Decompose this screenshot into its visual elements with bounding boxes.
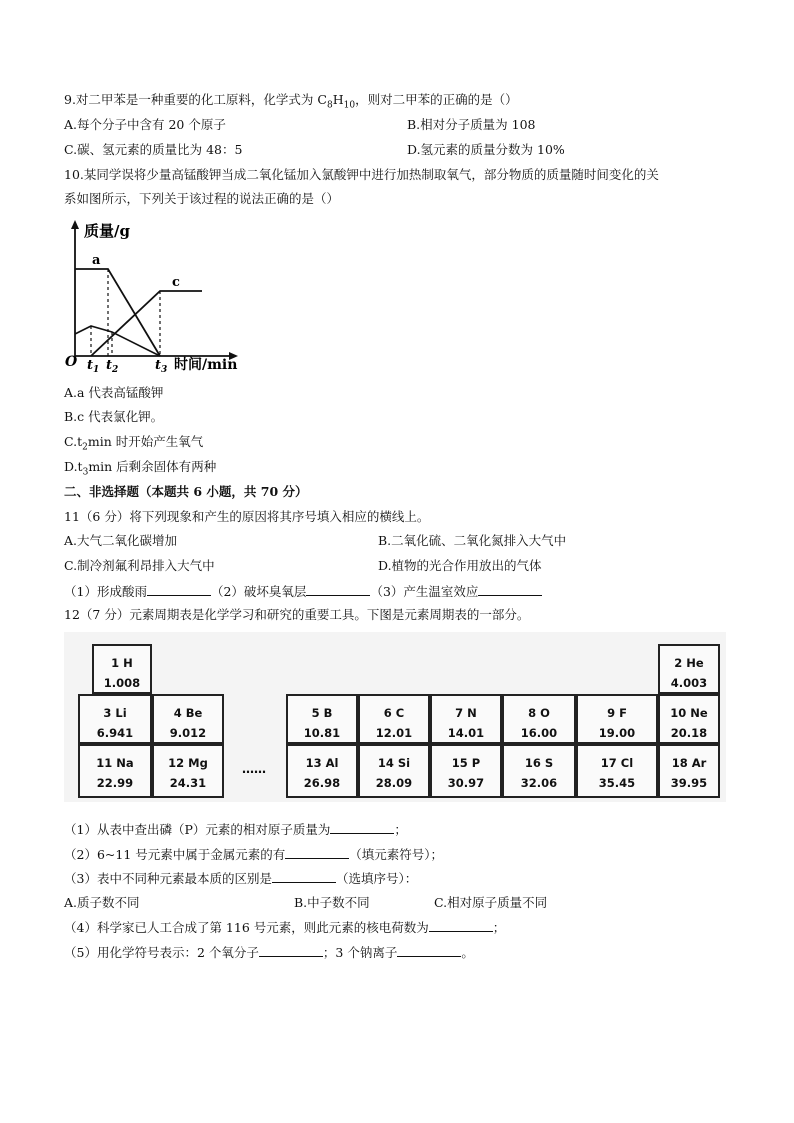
q12-option-c: C.相对原子质量不同 [434, 895, 548, 910]
q12-part-1: （1）从表中查出磷（P）元素的相对原子质量为 ； [64, 822, 407, 837]
q11-option-a: A.大气二氧化碳增加 [64, 533, 178, 548]
origin-label: O [65, 354, 78, 370]
x-axis-label: 时间/min [174, 357, 238, 373]
q9-options-row1 [64, 116, 764, 134]
q12-blank-3[interactable] [272, 869, 336, 883]
element-cell-he: 2 He 4.003 [658, 644, 720, 694]
q12-part-3: （3）表中不同种元素最本质的区别是 （选填序号）： [64, 871, 418, 886]
q12-part-4: （4）科学家已人工合成了第 116 号元素，则此元素的核电荷数为 ； [64, 920, 506, 935]
mass-time-graph [60, 214, 250, 374]
q12-blank-2[interactable] [285, 845, 349, 859]
q9-option-c: C.碳、氢元素的质量比为 48：5 [64, 142, 243, 157]
element-cell-o: 8 O 16.00 [502, 694, 576, 744]
q12-options [64, 894, 764, 912]
q12-part-2: （2）6~11 号元素中属于金属元素的有 （填元素符号）； [64, 847, 444, 862]
element-cell-b: 5 B 10.81 [286, 694, 358, 744]
q11-stem: 11（6 分）将下列现象和产生的原因将其序号填入相应的横线上。 [64, 509, 430, 524]
t1-label: $t_1$ [87, 358, 100, 374]
q12-blank-1[interactable] [330, 820, 394, 834]
element-cell-na: 11 Na 22.99 [78, 744, 152, 798]
element-cell-ar: 18 Ar 39.95 [658, 744, 720, 798]
q11-blank-2[interactable] [306, 582, 370, 596]
q12-blank-4[interactable] [429, 918, 493, 932]
table-ellipsis: …… [242, 762, 266, 776]
q12-option-a: A.质子数不同 [64, 895, 140, 910]
element-cell-f: 9 F 19.00 [576, 694, 658, 744]
q11-blank-3[interactable] [478, 582, 542, 596]
curve-c-label: c [172, 275, 180, 290]
y-axis-arrow [71, 220, 79, 229]
element-cell-cl: 17 Cl 35.45 [576, 744, 658, 798]
q12-stem: 12（7 分）元素周期表是化学学习和研究的重要工具。下图是元素周期表的一部分。 [64, 607, 530, 622]
element-cell-al: 13 Al 26.98 [286, 744, 358, 798]
q9-option-b: B.相对分子质量为 108 [407, 117, 536, 132]
element-cell-p: 15 P 30.97 [430, 744, 502, 798]
section-2-heading: 二、非选择题（本题共 6 小题，共 70 分） [64, 484, 308, 499]
q12-option-b: B.中子数不同 [294, 895, 370, 910]
q10-option-c: $C.t_2\min$ 时开始产生氧气 [64, 434, 204, 453]
element-cell-h: 1 H 1.008 [92, 644, 152, 694]
q9-options-row2 [64, 141, 764, 159]
element-cell-ne: 10 Ne 20.18 [658, 694, 720, 744]
q12-blank-6[interactable] [397, 943, 461, 957]
element-cell-n: 7 N 14.01 [430, 694, 502, 744]
element-cell-s: 16 S 32.06 [502, 744, 576, 798]
q11-blanks: （1）形成酸雨 （2）破坏臭氧层 （3）产生温室效应 [64, 582, 542, 601]
q11-option-b: B.二氧化硫、二氧化氮排入大气中 [378, 533, 567, 548]
t2-label: $t_2$ [106, 358, 119, 374]
element-cell-mg: 12 Mg 24.31 [152, 744, 224, 798]
q9-option-a: A.每个分子中含有 20 个原子 [64, 117, 226, 132]
y-axis-label: 质量/g [84, 222, 130, 240]
element-cell-si: 14 Si 28.09 [358, 744, 430, 798]
q12-part-5: （5）用化学符号表示：2 个氧分子 ；3 个钠离子 。 [64, 945, 474, 960]
element-cell-c: 6 C 12.01 [358, 694, 430, 744]
q11-blank-1[interactable] [147, 582, 211, 596]
curve-a [75, 269, 160, 356]
q12-blank-5[interactable] [259, 943, 323, 957]
q10-option-a: A.a 代表高锰酸钾 [64, 385, 164, 400]
q9-option-d: D.氢元素的质量分数为 10% [407, 142, 565, 157]
q11-option-d: D.植物的光合作用放出的气体 [378, 558, 542, 573]
q10-option-b: B.c 代表氯化钾。 [64, 409, 164, 424]
q11-option-c: C.制冷剂氟利昂排入大气中 [64, 558, 215, 573]
q10-option-d: $D.t_3\min$ 后剩余固体有两种 [64, 459, 217, 478]
q11-options-row2 [64, 557, 764, 575]
element-cell-li: 3 Li 6.941 [78, 694, 152, 744]
periodic-table [64, 632, 726, 802]
q11-options-row1 [64, 532, 764, 550]
element-cell-be: 4 Be 9.012 [152, 694, 224, 744]
q10-stem-line2: 系如图所示，下列关于该过程的说法正确的是（） [64, 191, 340, 206]
curve-a-label: a [92, 253, 101, 268]
q10-stem-line1: 10.某同学误将少量高锰酸钾当成二氧化锰加入氯酸钾中进行加热制取氧气，部分物质的质量随时间变化的关 [64, 167, 659, 182]
q9-stem: 9.对二甲苯是一种重要的化工原料，化学式为 $C_8H_{10}$，则对二甲苯的正确的是（） [64, 92, 518, 111]
t3-label: $t_3$ [155, 358, 168, 374]
